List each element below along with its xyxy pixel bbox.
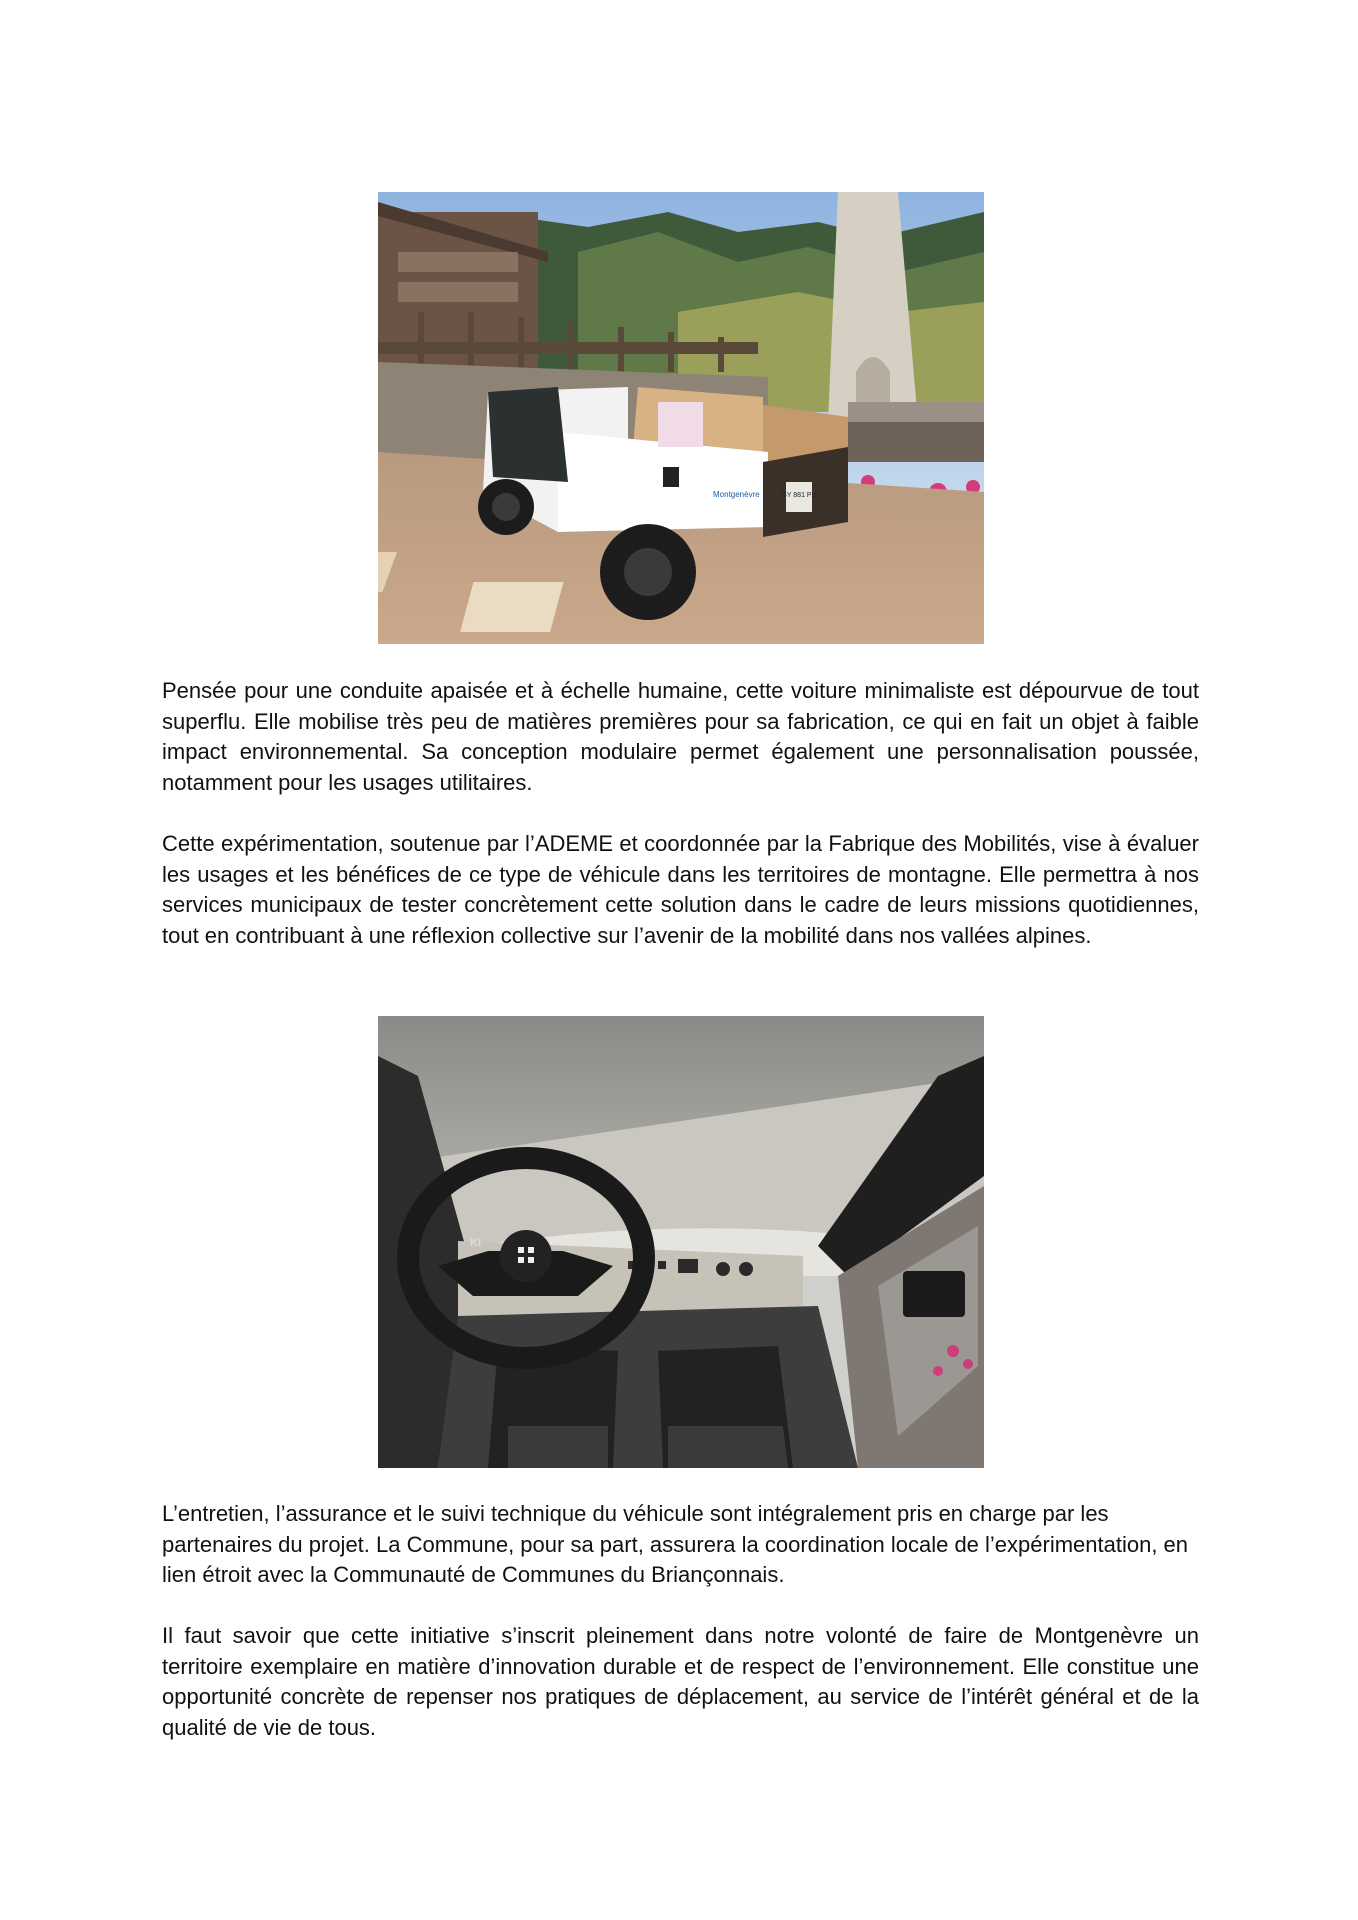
vehicle-interior-photo	[378, 1016, 984, 1468]
paragraph-design: Pensée pour une conduite apaisée et à échelle humaine, cette voiture minimaliste est dépourvue de tout superflu. Elle mobilise très peu de matières premières pour sa fabrication, ce qui en fait un objet à faible impact environnemental. Sa conception modulaire permet également une personnalisation poussée, notamment pour les usages utilitaires.	[162, 678, 1199, 795]
paragraph-initiative: Il faut savoir que cette initiative s’inscrit pleinement dans notre volonté de faire de Montgenèvre un territoire exemplaire en matière d’innovation durable et de respect de l’environnement. Elle constitue une opportunité concrète de repenser nos pratiques de déplacement, au service de l’intérêt général et de la qualité de vie de tous.	[162, 1623, 1199, 1740]
plate-text: GY 881 PU	[781, 492, 817, 499]
paragraph-maintenance: L’entretien, l’assurance et le suivi technique du véhicule sont intégralement pris en charge par les partenaires du projet. La Commune, pour sa part, assurera la coordination locale de l’expérimentation, en lien étroit avec la Communauté de Communes du Briançonnais.	[162, 1501, 1189, 1587]
wheel-text: KI	[470, 1237, 481, 1249]
vehicle-exterior-photo	[378, 192, 984, 644]
sticker-text: Montgenèvre	[713, 490, 760, 499]
paragraph-experimentation: Cette expérimentation, soutenue par l’ADEME et coordonnée par la Fabrique des Mobilités, vise à évaluer les usages et les bénéfices de ce type de véhicule dans les territoires de montagne. Elle permettra à nos services municipaux de tester concrètement cette solution dans le cadre de leurs missions quotidiennes, tout en contribuant à une réflexion collective sur l’avenir de la mobilité dans nos vallées alpines.	[162, 831, 1199, 948]
